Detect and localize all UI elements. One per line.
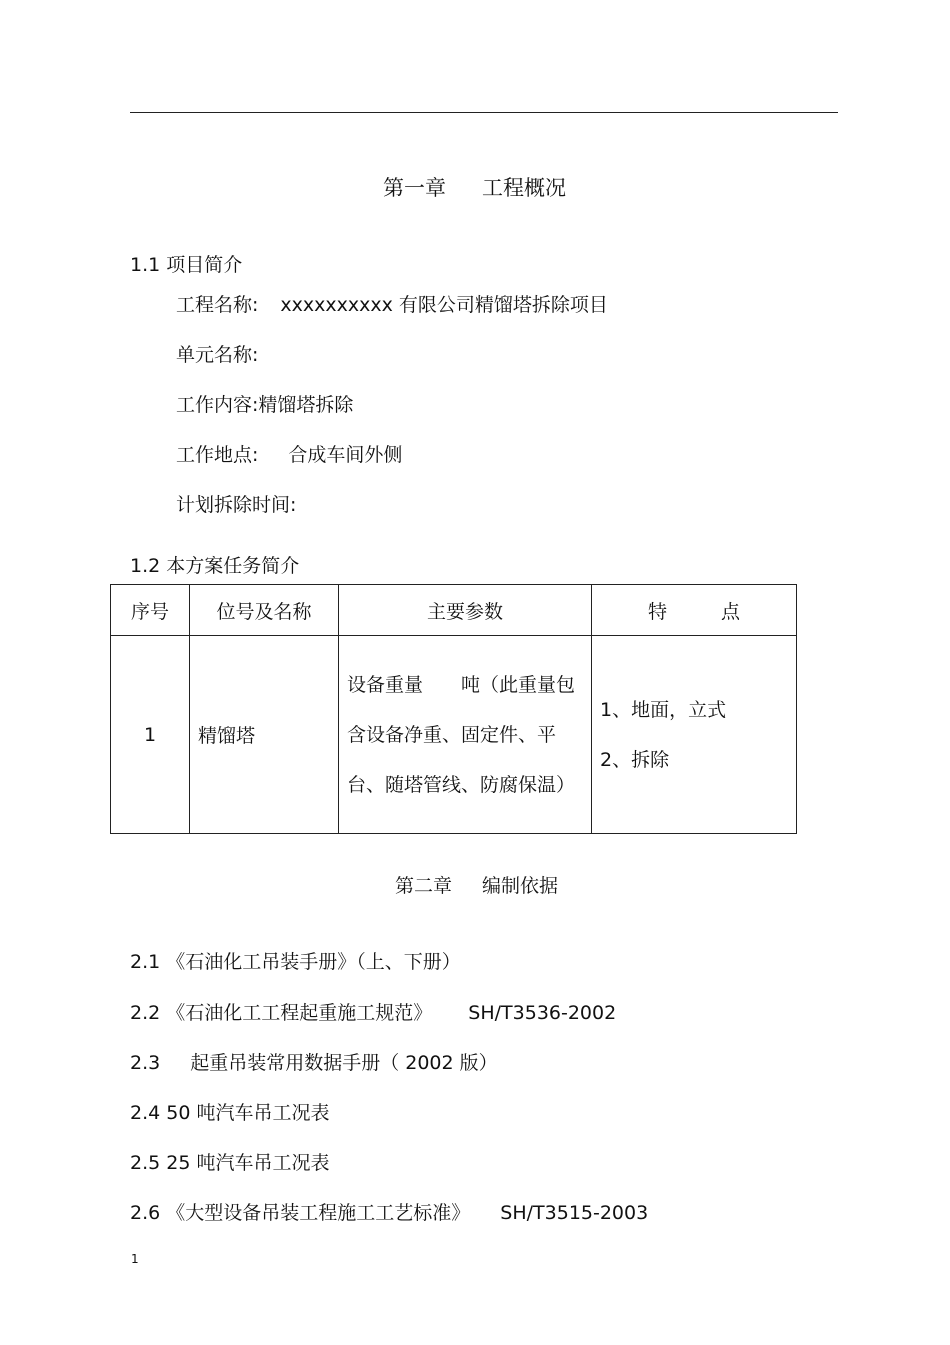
chapter-1-title xyxy=(383,178,566,199)
chapter-1-name: 工程概况 xyxy=(482,176,566,200)
reference-text: 《石油化工工程起重施工规范》 xyxy=(166,1002,433,1024)
reference-code: SH/T3536-2002 xyxy=(468,1002,617,1024)
feature-line: 2、拆除 xyxy=(600,748,670,771)
reference-item xyxy=(130,1154,329,1173)
field-value: xxxxxxxxxx 有限公司精馏塔拆除项目 xyxy=(280,294,608,316)
field-value: 精馏塔拆除 xyxy=(258,394,354,416)
reference-item xyxy=(130,1104,329,1123)
reference-number: 2.4 xyxy=(130,1102,161,1124)
field-value: 合成车间外侧 xyxy=(288,444,403,466)
reference-item xyxy=(130,1054,498,1073)
header-rule xyxy=(130,112,838,113)
reference-code: SH/T3515-2003 xyxy=(500,1202,649,1224)
chapter-1-prefix: 第一章 xyxy=(383,176,446,200)
field-label: 单元名称: xyxy=(176,344,259,366)
reference-number: 2.3 xyxy=(130,1052,161,1074)
reference-text: 《石油化工吊装手册》（上、下册） xyxy=(166,951,461,973)
reference-text: 50 吨汽车吊工况表 xyxy=(166,1102,330,1124)
cell-name: 精馏塔 xyxy=(190,636,339,834)
field-work-location xyxy=(176,446,402,465)
reference-item xyxy=(130,1204,648,1223)
chapter-2-name: 编制依据 xyxy=(482,875,559,897)
feature-line: 1、地面，立式 xyxy=(600,698,727,721)
reference-text: 起重吊装常用数据手册（ 2002 版） xyxy=(190,1052,498,1074)
header-features xyxy=(592,585,797,636)
reference-item xyxy=(130,1004,616,1023)
task-table xyxy=(110,584,797,834)
field-label: 工程名称: xyxy=(176,294,259,316)
reference-number: 2.5 xyxy=(130,1152,161,1174)
chapter-2-prefix: 第二章 xyxy=(395,875,453,897)
cell-params: 设备重量 吨（此重量包含设备净重、固定件、平台、随塔管线、防腐保温） xyxy=(339,636,592,834)
header-features-b: 点 xyxy=(721,600,741,623)
reference-number: 2.2 xyxy=(130,1002,161,1024)
table-row xyxy=(111,636,797,834)
section-1-2-heading: 1.2 本方案任务简介 xyxy=(130,555,300,577)
field-project-name xyxy=(176,296,608,315)
header-features-a: 特 xyxy=(647,600,667,623)
cell-seq: 1 xyxy=(111,636,190,834)
page-number: 1 xyxy=(131,1252,139,1266)
chapter-2-title xyxy=(395,877,558,896)
field-label: 工作内容: xyxy=(176,394,259,416)
reference-text: 25 吨汽车吊工况表 xyxy=(166,1152,330,1174)
reference-number: 2.1 xyxy=(130,951,161,973)
field-label: 计划拆除时间: xyxy=(176,494,297,516)
table-header-row xyxy=(111,585,797,636)
field-unit-name xyxy=(176,346,258,365)
reference-item xyxy=(130,953,461,972)
field-label: 工作地点: xyxy=(176,444,259,466)
field-planned-time xyxy=(176,496,296,515)
field-work-content xyxy=(176,396,353,415)
header-params: 主要参数 xyxy=(339,585,592,636)
section-1-1-heading: 1.1 项目简介 xyxy=(130,254,243,276)
header-seq: 序号 xyxy=(111,585,190,636)
cell-features xyxy=(592,636,797,834)
header-name: 位号及名称 xyxy=(190,585,339,636)
reference-text: 《大型设备吊装工程施工工艺标准》 xyxy=(166,1202,471,1224)
reference-number: 2.6 xyxy=(130,1202,161,1224)
